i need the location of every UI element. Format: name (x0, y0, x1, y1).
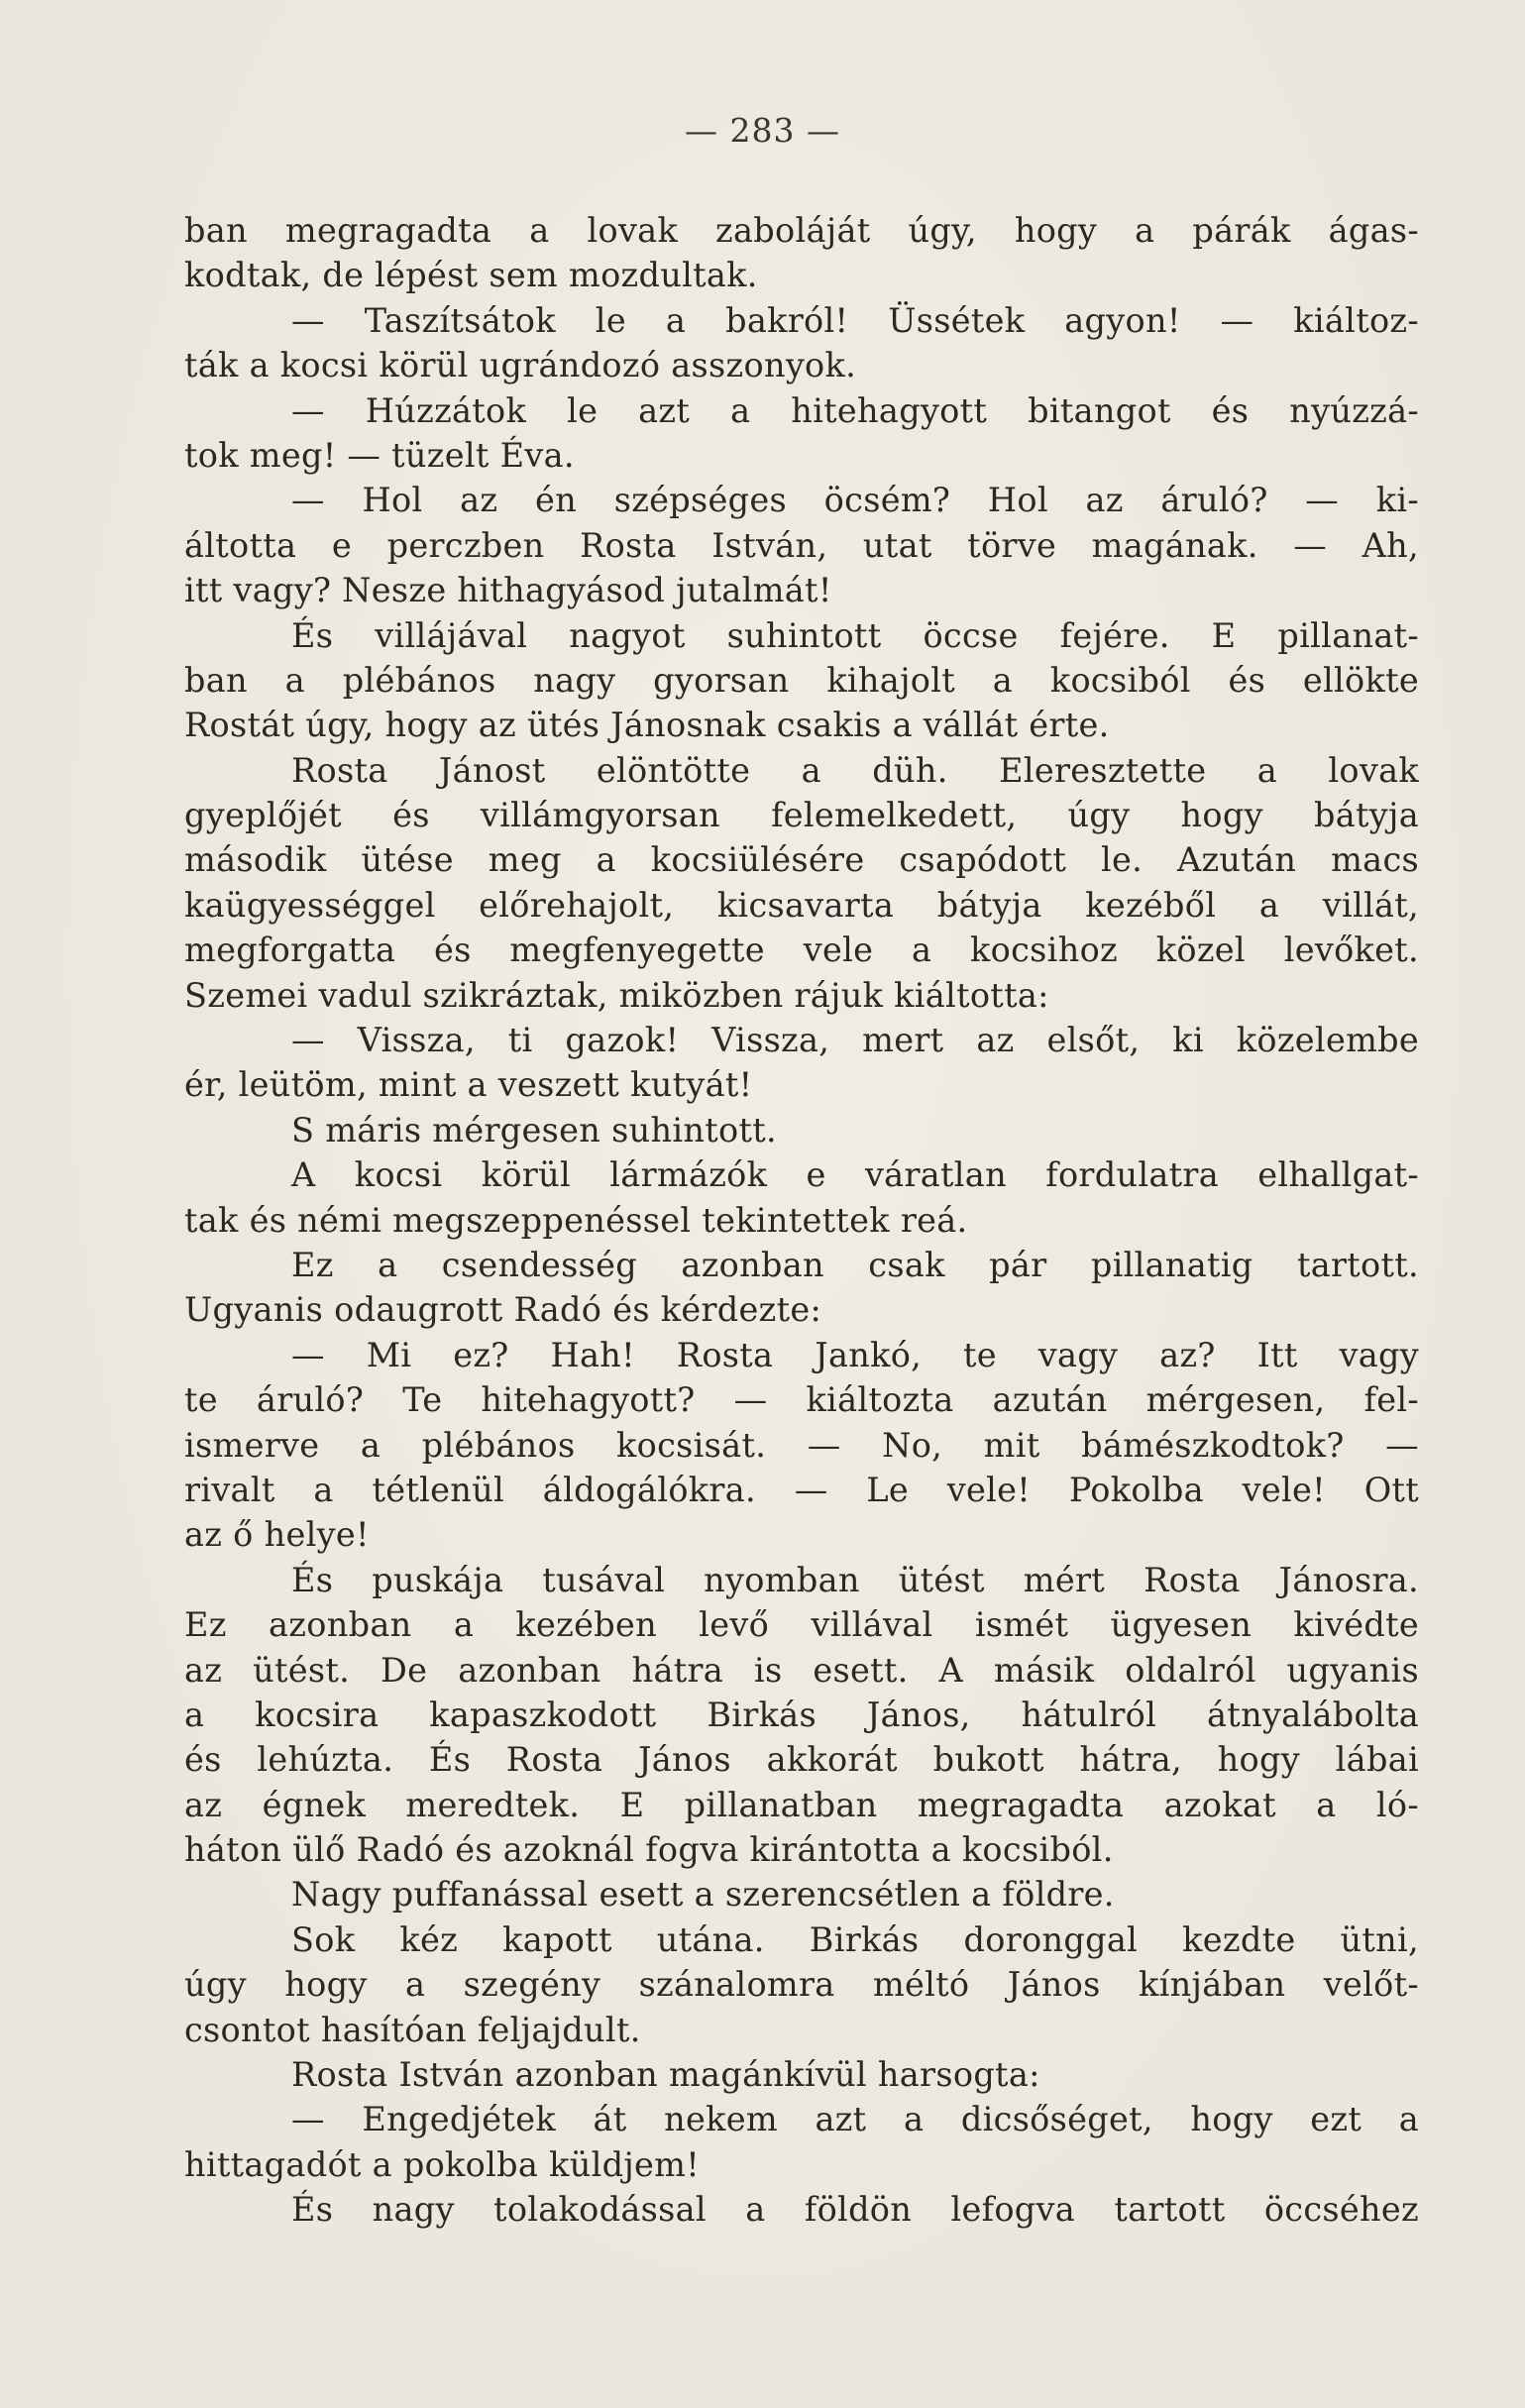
text-line: gyeplőjét és villámgyorsan felemelkedett, úgy hogy bátyja (184, 796, 1419, 835)
text-line: Ez a csendesség azonban csak pár pillanatig tartott. (291, 1245, 1419, 1284)
text-line: úgy hogy a szegény szánalomra méltó János kínjában velőt- (184, 1965, 1419, 2005)
text-line: Rosta Jánost elöntötte a düh. Eleresztette a lovak (291, 750, 1419, 790)
text-line: ismerve a plébános kocsisát. — No, mit bámészkodtok? — (184, 1425, 1419, 1465)
text-line: ban megragadta a lovak zaboláját úgy, hogy a párák ágas- (184, 211, 1419, 250)
text-line: kodtak, de lépést sem mozdultak. (184, 256, 758, 295)
text-line: És villájával nagyot suhintott öccse fejére. E pillanat- (291, 615, 1419, 655)
text-line: a kocsira kapaszkodott Birkás János, hátulról átnyalábolta (184, 1695, 1419, 1734)
text-line: második ütése meg a kocsiülésére csapódott le. Azután macs (184, 840, 1419, 880)
text-line: az ütést. De azonban hátra is esett. A másik oldalról ugyanis (184, 1650, 1419, 1690)
text-line: És puskája tusával nyomban ütést mért Rosta Jánosra. (291, 1560, 1419, 1599)
text-line: háton ülő Radó és azoknál fogva kirántotta a kocsiból. (184, 1830, 1114, 1870)
text-line: Szemei vadul szikráztak, miközben rájuk kiáltotta: (184, 975, 1049, 1015)
text-line: A kocsi körül lármázók e váratlan fordulatra elhallgat- (291, 1155, 1419, 1195)
text-line: megforgatta és megfenyegette vele a kocsihoz közel levőket. (184, 930, 1419, 970)
text-line: Rosta István azonban magánkívül harsogta: (291, 2055, 1040, 2095)
text-line: — Taszítsátok le a bakról! Üssétek agyon! — kiáltoz- (291, 300, 1419, 340)
text-line: kaügyességgel előrehajolt, kicsavarta bátyja kezéből a villát, (184, 885, 1419, 925)
text-line: — Vissza, ti gazok! Vissza, mert az elsőt, ki közelembe (291, 1021, 1419, 1060)
text-line: És nagy tolakodással a földön lefogva tartott öccséhez (291, 2190, 1419, 2230)
text-line: és lehúzta. És Rosta János akkorát bukott hátra, hogy lábai (184, 1740, 1419, 1780)
text-line: az ő helye! (184, 1515, 370, 1555)
text-line: Sok kéz kapott utána. Birkás doronggal kezdte ütni, (291, 1919, 1419, 1959)
text-line: itt vagy? Nesze hithagyásod jutalmát! (184, 571, 832, 610)
text-line: ér, leütöm, mint a veszett kutyát! (184, 1065, 753, 1105)
text-line: tak és némi megszeppenéssel tekintettek reá. (184, 1200, 968, 1240)
text-line: rivalt a tétlenül áldogálókra. — Le vele! Pokolba vele! Ott (184, 1470, 1419, 1509)
text-line: te áruló? Te hitehagyott? — kiáltozta azután mérgesen, fel- (184, 1380, 1419, 1420)
page-number: — 283 — (685, 111, 840, 150)
text-line: hittagadót a pokolba küldjem! (184, 2144, 700, 2184)
text-line: ban a plébános nagy gyorsan kihajolt a kocsiból és ellökte (184, 660, 1419, 700)
body-text (184, 208, 1419, 2233)
text-line: Rostát úgy, hogy az ütés Jánosnak csakis a vállát érte. (184, 706, 1110, 745)
text-line: S máris mérgesen suhintott. (291, 1110, 777, 1149)
text-line: — Hol az én szépséges öcsém? Hol az áruló? — ki- (291, 481, 1419, 520)
text-line: Nagy puffanással esett a szerencsétlen a földre. (291, 1875, 1115, 1915)
text-line: Ugyanis odaugrott Radó és kérdezte: (184, 1290, 822, 1330)
text-line: az égnek meredtek. E pillanatban megragadta azokat a ló- (184, 1785, 1419, 1824)
text-line: tok meg! — tüzelt Éva. (184, 435, 575, 475)
text-line: Ez azonban a kezében levő villával ismét ügyesen kivédte (184, 1605, 1419, 1645)
text-line: áltotta e perczben Rosta István, utat törve magának. — Ah, (184, 525, 1419, 565)
text-line: — Engedjétek át nekem azt a dicsőséget, hogy ezt a (291, 2100, 1419, 2139)
text-line: — Mi ez? Hah! Rosta Jankó, te vagy az? Itt vagy (291, 1335, 1419, 1374)
text-line: — Húzzátok le azt a hitehagyott bitangot és nyúzzá- (291, 390, 1419, 430)
text-line: csontot hasítóan feljajdult. (184, 2010, 641, 2049)
text-line: ták a kocsi körül ugrándozó asszonyok. (184, 346, 857, 385)
